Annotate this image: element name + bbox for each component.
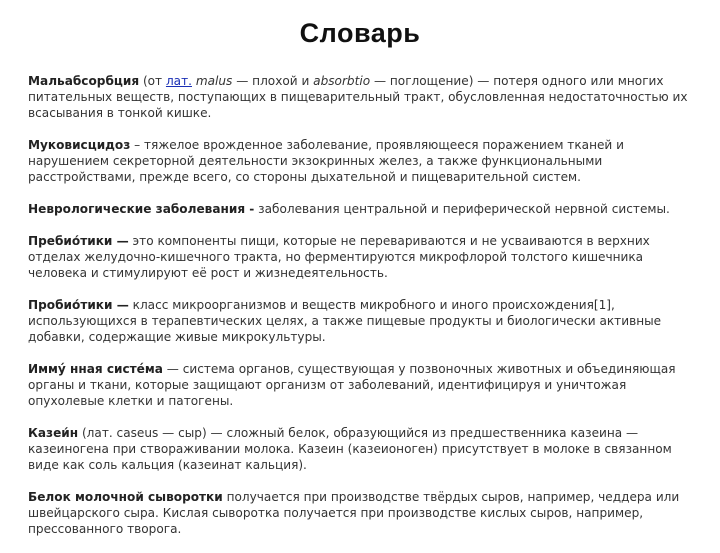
entry-term: Муковисцидоз: [28, 138, 131, 152]
glossary-entry-neurological: [28, 201, 692, 217]
latin-word: malus: [195, 74, 233, 88]
glossary-list: [28, 73, 692, 553]
entry-text: (лат. caseus — сыр) — сложный белок, образующийся из предшественника казеина — казеиногена при створаживании молока. Казеин (казеионоген) присутствует в молоке в связанном виде как соль кальция (казеинат кальция).: [28, 426, 672, 472]
entry-text: – тяжелое врожденное заболевание, проявляющееся поражением тканей и нарушением секреторной деятельности экзокринных желез, а также функциональными расстройствами, прежде всего, со стороны дыхательной и пищеварительной систем.: [28, 138, 624, 184]
entry-text: — плохой и: [232, 74, 314, 88]
entry-term: Пребио́тики —: [28, 234, 129, 248]
glossary-entry-probiotics: [28, 297, 692, 345]
entry-text: получается при производстве твёрдых сыров, например, чеддера или швейцарского сыра. Кислая сыворотка получается при производстве кислых сыров, например, прессованного творога.: [28, 490, 680, 536]
entry-text: (от: [139, 74, 166, 88]
glossary-entry-immune-system: [28, 361, 692, 409]
latin-link[interactable]: лат.: [165, 74, 192, 88]
glossary-entry-cystic-fibrosis: [28, 137, 692, 185]
entry-term: Неврологические заболевания -: [28, 202, 255, 216]
latin-word: absorbtio: [313, 74, 371, 88]
page-title: [0, 18, 720, 49]
entry-text: заболевания центральной и периферической нервной системы.: [254, 202, 670, 216]
entry-text: это компоненты пищи, которые не перевариваются и не усваиваются в верхних отделах желудочно-кишечного тракта, но ферментируются микрофлорой толстого кишечника человека и стимулируют её рост и жизнедеятельность.: [28, 234, 650, 280]
glossary-entry-prebiotics: [28, 233, 692, 281]
entry-text: класс микроорганизмов и веществ микробного и иного происхождения[1], использующихся в терапевтических целях, а также пищевые продукты и биологически активные добавки, содержащие живые микрокультуры.: [28, 298, 662, 344]
glossary-entry-casein: [28, 425, 692, 473]
entry-text: — поглощение) — потеря одного или многих питательных веществ, поступающих в пищеварительный тракт, обусловленная недостаточностью их всасывания в тонкой кишке.: [28, 74, 688, 120]
glossary-entry-malabsorption: [28, 73, 692, 121]
entry-text: — система органов, существующая у позвоночных животных и объединяющая органы и ткани, которые защищают организм от заболеваний, идентифицируя и уничтожая опухолевые клетки и патогены.: [28, 362, 676, 408]
entry-term: Пробио́тики —: [28, 298, 129, 312]
page-title-text: Словарь: [299, 18, 421, 48]
entry-term: Иммý нная систéма: [28, 362, 163, 376]
entry-term: Казеи́н: [28, 426, 79, 440]
glossary-entry-whey-protein: [28, 489, 692, 537]
entry-term: Белок молочной сыворотки: [28, 490, 223, 504]
entry-term: Мальабсорбция: [28, 74, 140, 88]
